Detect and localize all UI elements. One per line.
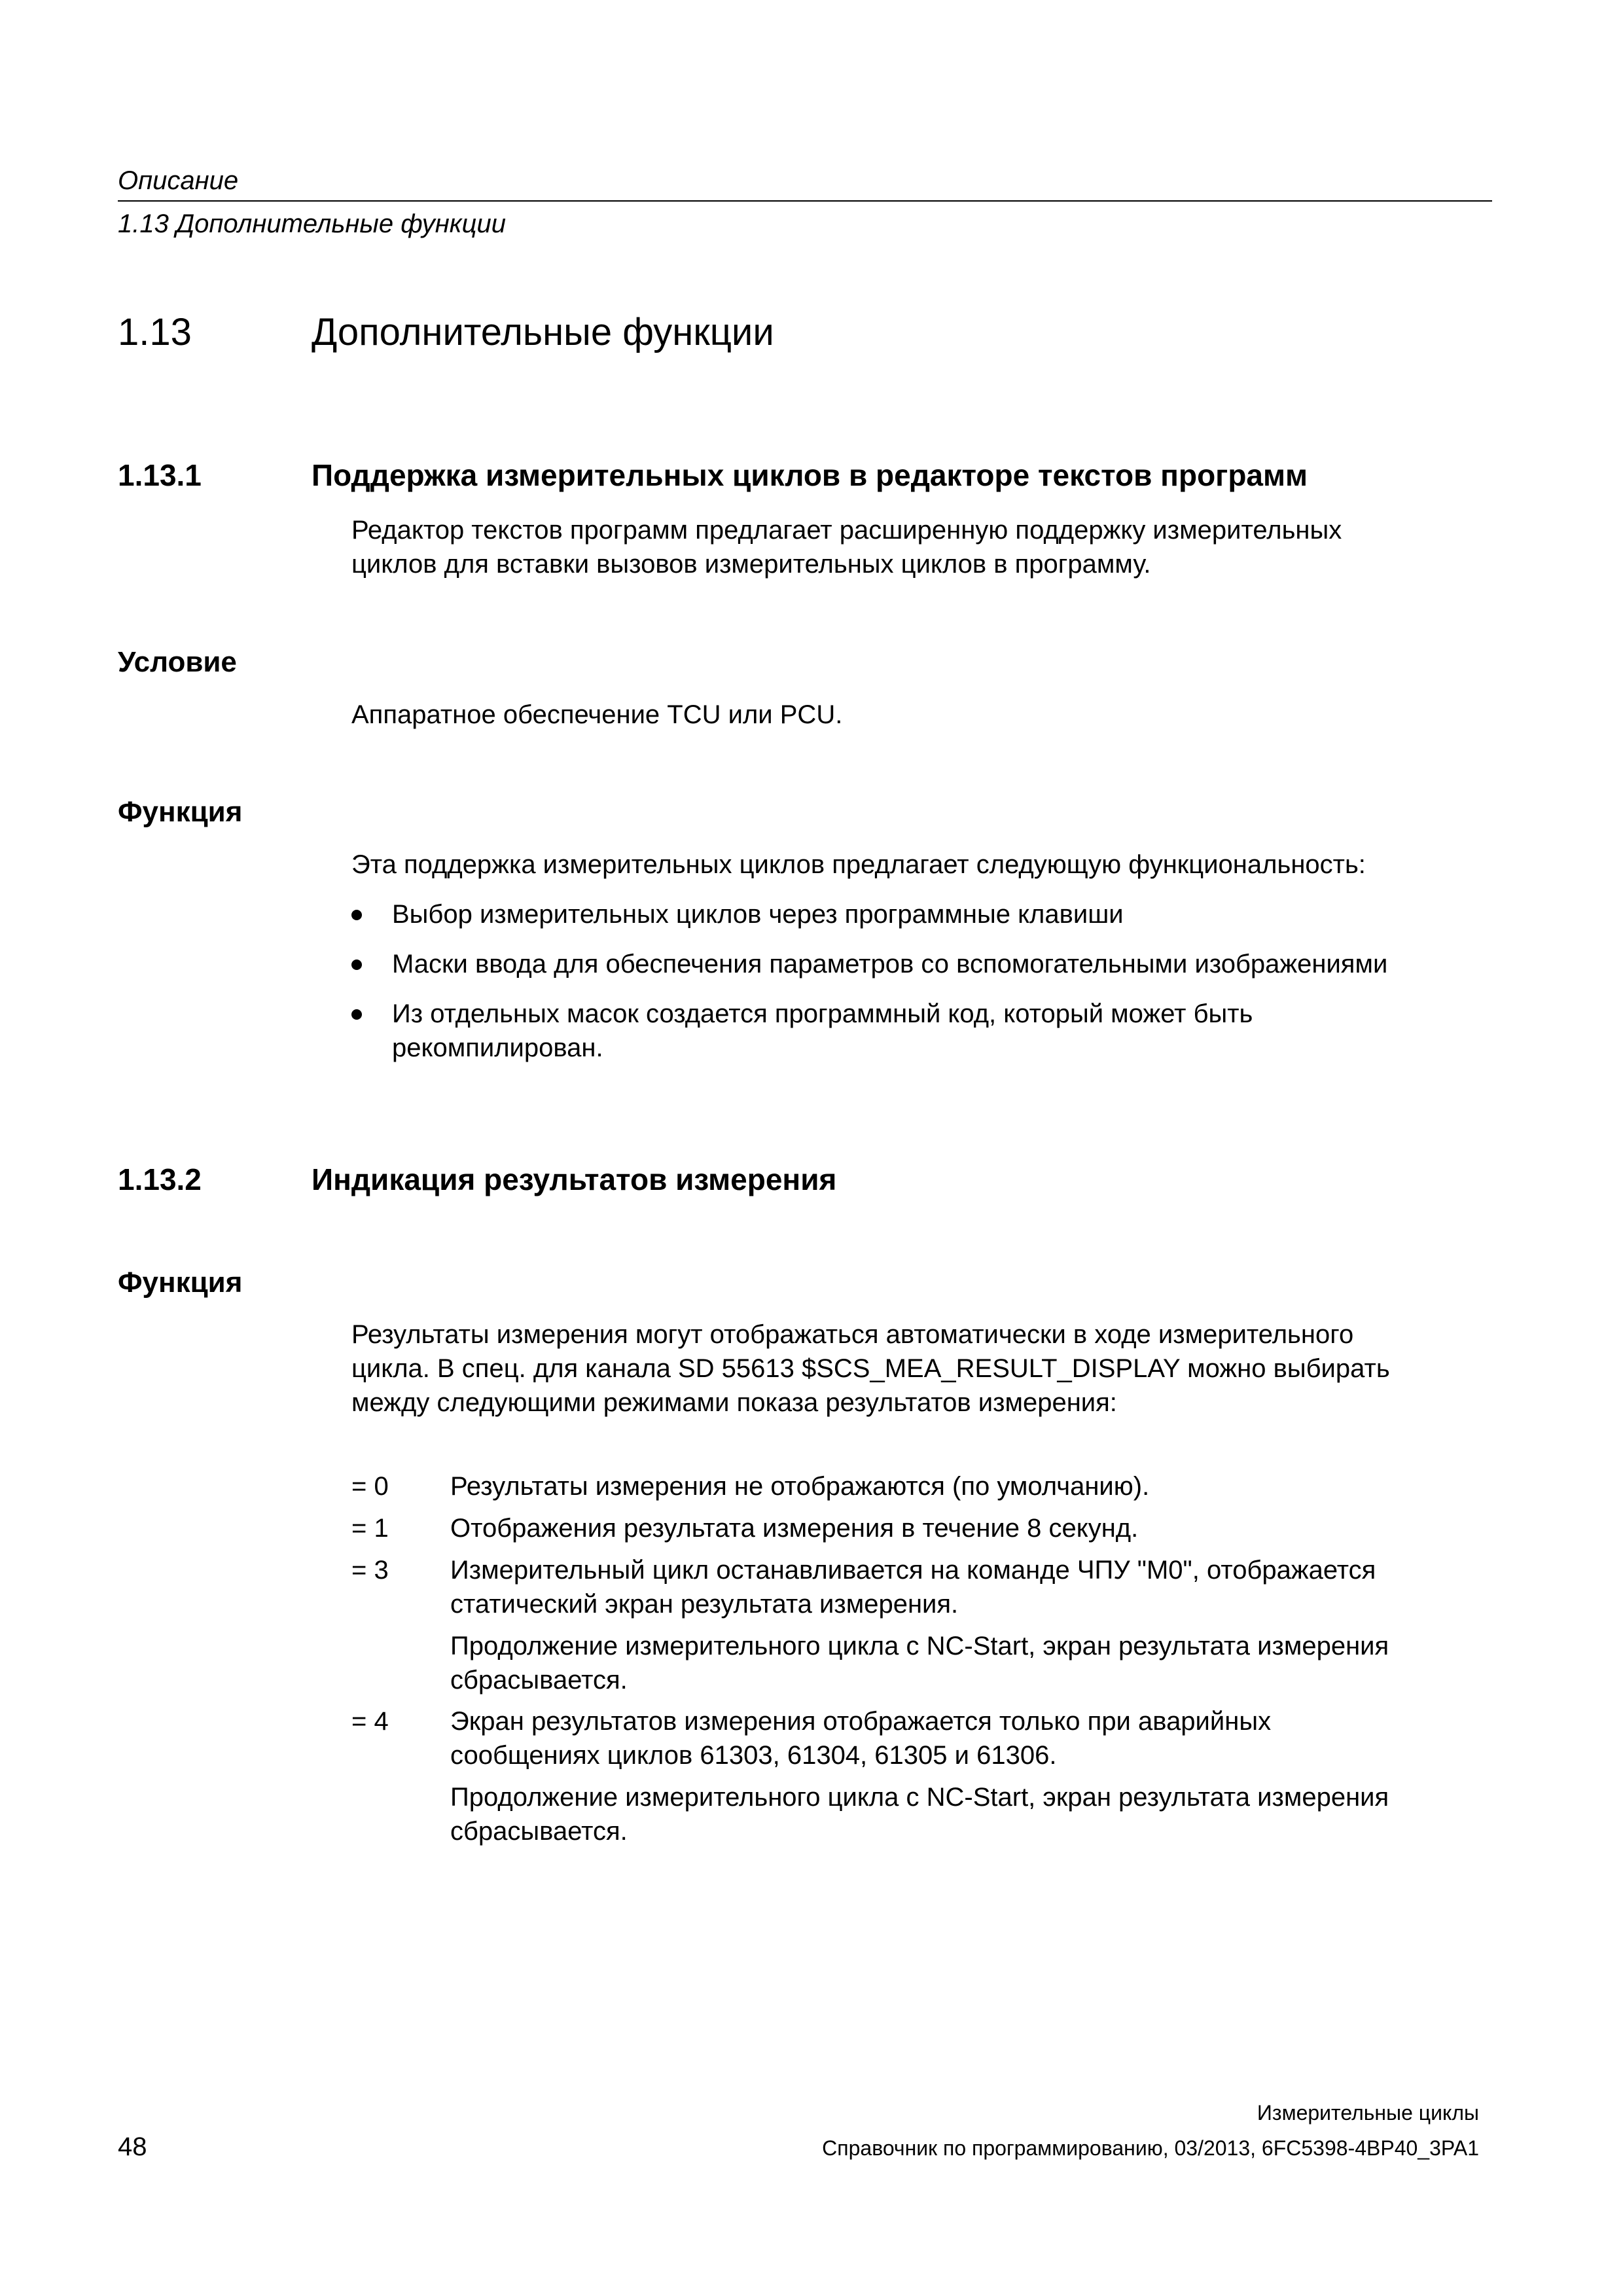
text-line: статический экран результата измерения.	[450, 1590, 959, 1619]
running-header-chapter: Описание	[118, 166, 239, 195]
footer-doc-title: Измерительные циклы	[1257, 2101, 1479, 2125]
mode-code: = 3	[351, 1556, 389, 1585]
text-line: Из отдельных масок создается программный код, который может быть	[392, 999, 1253, 1028]
page-number: 48	[118, 2132, 147, 2161]
subsection-1-intro	[351, 513, 1490, 581]
subsection-1-number: 1.13.1	[118, 458, 202, 492]
mode-note	[450, 1629, 1491, 1697]
subsection-1-title: Поддержка измерительных циклов в редакторе текстов программ	[312, 458, 1308, 492]
mode-description	[450, 1553, 1491, 1621]
mode-code: = 0	[351, 1472, 389, 1501]
text-line: Измерительный цикл останавливается на команде ЧПУ "M0", отображается	[450, 1556, 1376, 1585]
running-header-section: 1.13 Дополнительные функции	[118, 209, 507, 238]
condition-text: Аппаратное обеспечение TCU или PCU.	[351, 700, 843, 729]
section-title: Дополнительные функции	[312, 311, 774, 353]
text-line: Экран результатов измерения отображается только при аварийных	[450, 1707, 1272, 1736]
subsection-2-intro	[351, 1318, 1490, 1420]
mode-code: = 4	[351, 1707, 389, 1736]
bullet-icon	[351, 910, 362, 920]
text-line: Продолжение измерительного цикла с NC-Start, экран результата измерения	[450, 1632, 1389, 1660]
mode-description	[450, 1511, 1491, 1545]
text-line: сообщениях циклов 61303, 61304, 61305 и 61306.	[450, 1741, 1057, 1770]
function-heading-1: Функция	[118, 796, 243, 828]
condition-heading: Условие	[118, 646, 237, 678]
text-line: Выбор измерительных циклов через программные клавиши	[392, 900, 1124, 929]
bullet-icon	[351, 1009, 362, 1020]
text-line: сбрасывается.	[450, 1817, 628, 1846]
mode-note	[450, 1780, 1491, 1848]
mode-code: = 1	[351, 1514, 389, 1543]
header-rule	[118, 200, 1492, 202]
list-item	[351, 947, 1490, 981]
mode-description	[450, 1469, 1491, 1503]
text-line: Результаты измерения не отображаются (по умолчанию).	[450, 1472, 1150, 1501]
text-line: Отображения результата измерения в течение 8 секунд.	[450, 1514, 1139, 1543]
text-line: Результаты измерения могут отображаться автоматически в ходе измерительного	[351, 1320, 1354, 1349]
mode-description	[450, 1704, 1491, 1772]
text-line: цикла. В спец. для канала SD 55613 $SCS_MEA_RESULT_DISPLAY можно выбирать	[351, 1354, 1390, 1383]
text-line: Продолжение измерительного цикла с NC-Start, экран результата измерения	[450, 1783, 1389, 1812]
subsection-2-title: Индикация результатов измерения	[312, 1162, 837, 1196]
function-intro-1: Эта поддержка измерительных циклов предлагает следующую функциональность:	[351, 850, 1366, 879]
text-line: рекомпилирован.	[392, 1033, 603, 1062]
list-item	[351, 897, 1490, 931]
section-number: 1.13	[118, 311, 192, 353]
footer-doc-info: Справочник по программированию, 03/2013, 6FC5398-4BP40_3PA1	[822, 2136, 1479, 2160]
function-heading-2: Функция	[118, 1266, 243, 1299]
subsection-2-number: 1.13.2	[118, 1162, 202, 1196]
bullet-icon	[351, 960, 362, 970]
list-item	[351, 997, 1490, 1065]
text-line: Редактор текстов программ предлагает расширенную поддержку измерительных	[351, 516, 1342, 545]
text-line: Маски ввода для обеспечения параметров со вспомогательными изображениями	[392, 950, 1388, 978]
text-line: между следующими режимами показа результатов измерения:	[351, 1388, 1117, 1417]
text-line: циклов для вставки вызовов измерительных циклов в программу.	[351, 550, 1151, 579]
text-line: сбрасывается.	[450, 1666, 628, 1695]
